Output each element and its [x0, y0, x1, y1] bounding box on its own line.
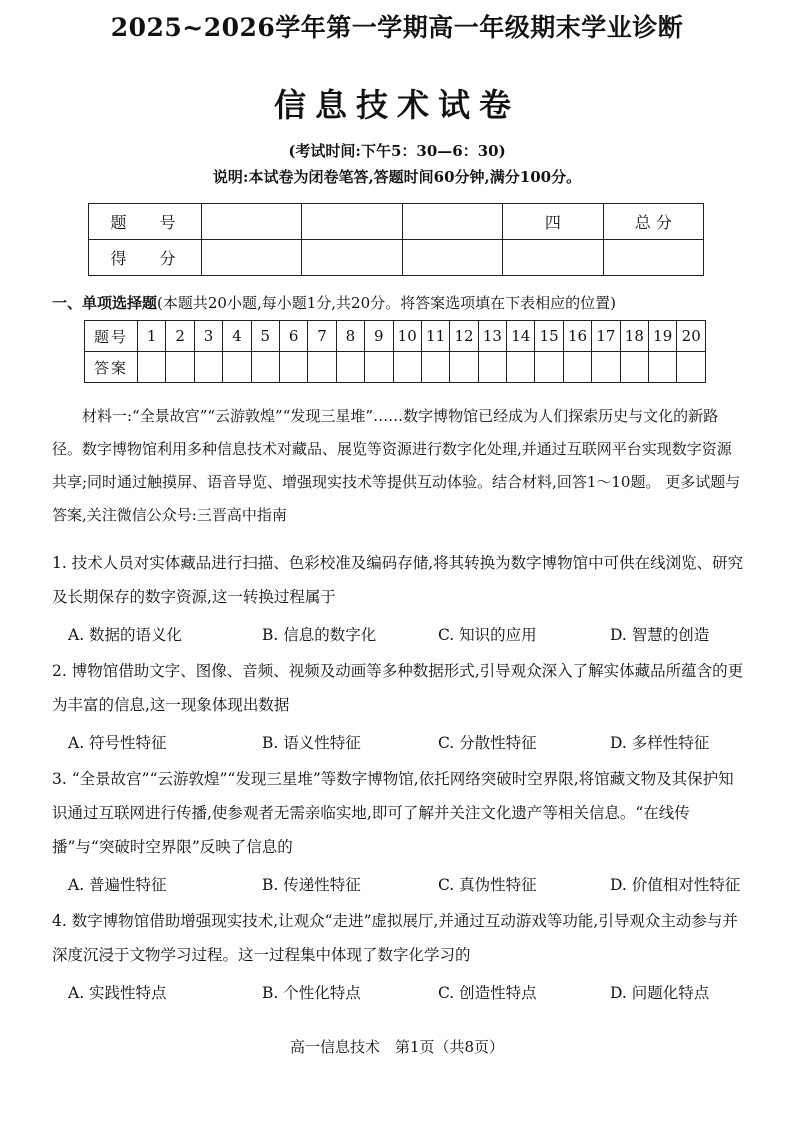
option-c: C. 真伪性特征	[438, 876, 537, 894]
question-number-cell: 17	[592, 321, 620, 352]
material-extra-note: 更多试题与答案,关注微信公众号:三晋高中指南	[52, 473, 741, 524]
option-c: C. 知识的应用	[438, 626, 537, 644]
score-table-column	[302, 204, 402, 240]
answer-cell	[620, 352, 648, 383]
score-cell	[503, 240, 603, 276]
score-table-column	[202, 204, 302, 240]
answer-cell	[308, 352, 336, 383]
material-passage	[52, 400, 742, 532]
question-number-cell: 4	[223, 321, 251, 352]
answer-table-row-label: 题号	[85, 321, 138, 352]
score-table-column: 总 分	[603, 204, 703, 240]
section-heading-title: 一、单项选择题	[52, 294, 158, 312]
page-footer: 高一信息技术 第1页（共8页）	[289, 1038, 505, 1056]
section-heading-multiple-choice	[52, 292, 616, 313]
score-table	[88, 203, 704, 276]
answer-cell	[138, 352, 166, 383]
question-options	[68, 726, 748, 760]
option-a: A. 数据的语义化	[68, 626, 183, 644]
exam-title: 2025~2026学年第一学期高一年级期末学业诊断	[110, 13, 684, 42]
option-a: A. 符号性特征	[68, 734, 167, 752]
question-number-cell: 7	[308, 321, 336, 352]
answer-cell	[592, 352, 620, 383]
section-heading-instructions: (本题共20小题,每小题1分,共20分。将答案选项填在下表相应的位置)	[157, 294, 616, 312]
answer-cell	[450, 352, 478, 383]
score-table-row-label: 得 分	[89, 240, 202, 276]
question-number-cell: 9	[365, 321, 393, 352]
option-d: D. 智慧的创造	[610, 626, 710, 644]
question-number-cell: 1	[138, 321, 166, 352]
score-cell	[302, 240, 402, 276]
option-b: B. 信息的数字化	[262, 626, 377, 644]
question-number-cell: 6	[279, 321, 307, 352]
option-c: C. 分散性特征	[438, 734, 537, 752]
question-number-cell: 2	[166, 321, 194, 352]
answer-cell	[649, 352, 677, 383]
option-c: C. 创造性特点	[438, 984, 537, 1002]
question-number-cell: 11	[421, 321, 449, 352]
question-number-cell: 15	[535, 321, 563, 352]
question-stem: 4. 数字博物馆借助增强现实技术,让观众“走进”虚拟展厅,并通过互动游戏等功能,引导观众主动参与并深度沉浸于文物学习过程。这一过程集中体现了数字化学习的	[52, 912, 738, 964]
score-table-header-row	[89, 204, 704, 240]
question-options	[68, 976, 748, 1010]
answer-cell	[507, 352, 535, 383]
answer-table-row-label: 答案	[85, 352, 138, 383]
score-table-row-label: 题 号	[89, 204, 202, 240]
score-table-column	[402, 204, 502, 240]
question-number-cell: 13	[478, 321, 506, 352]
answer-table	[84, 320, 706, 383]
answer-cell	[223, 352, 251, 383]
answer-cell	[677, 352, 706, 383]
question-number-cell: 16	[563, 321, 591, 352]
question-stem: 2. 博物馆借助文字、图像、音频、视频及动画等多种数据形式,引导观众深入了解实体藏品所蕴含的更为丰富的信息,这一现象体现出数据	[52, 662, 744, 714]
score-cell	[202, 240, 302, 276]
question-number-cell: 5	[251, 321, 279, 352]
score-table-score-row	[89, 240, 704, 276]
answer-cell	[393, 352, 421, 383]
score-table-column: 四	[503, 204, 603, 240]
option-d: D. 多样性特征	[610, 734, 710, 752]
question-stem: 3. “全景故宫”“云游敦煌”“发现三星堆”等数字博物馆,依托网络突破时空界限,将馆藏文物及其保护知识通过互联网进行传播,使参观者无需亲临实地,即可了解并关注文化遗产等相关信息。“在线传播”与“突破时空界限”反映了信息的	[52, 770, 734, 856]
option-d: D. 价值相对性特征	[610, 876, 741, 894]
question-number-cell: 8	[336, 321, 364, 352]
answer-cell	[535, 352, 563, 383]
answer-cell	[194, 352, 222, 383]
question-options	[68, 618, 748, 652]
question-number-cell: 3	[194, 321, 222, 352]
subject-title: 信息技术试卷	[273, 86, 520, 124]
option-b: B. 语义性特征	[262, 734, 361, 752]
score-cell	[603, 240, 703, 276]
score-cell	[402, 240, 502, 276]
question-number-cell: 19	[649, 321, 677, 352]
answer-cell	[279, 352, 307, 383]
option-a: A. 实践性特点	[68, 984, 167, 1002]
answer-table-number-row	[85, 321, 706, 352]
question-number-cell: 10	[393, 321, 421, 352]
option-a: A. 普遍性特征	[68, 876, 167, 894]
question-options	[68, 868, 748, 902]
question-number-cell: 20	[677, 321, 706, 352]
question-number-cell: 14	[507, 321, 535, 352]
answer-table-answer-row	[85, 352, 706, 383]
exam-note: 说明:本试卷为闭卷笔答,答题时间60分钟,满分100分。	[212, 168, 582, 186]
option-d: D. 问题化特点	[610, 984, 710, 1002]
answer-cell	[166, 352, 194, 383]
answer-cell	[478, 352, 506, 383]
exam-time: (考试时间:下午5：30—6：30)	[288, 142, 506, 160]
answer-cell	[365, 352, 393, 383]
question-stem: 1. 技术人员对实体藏品进行扫描、色彩校准及编码存储,将其转换为数字博物馆中可供在线浏览、研究及长期保存的数字资源,这一转换过程属于	[52, 554, 744, 606]
answer-cell	[251, 352, 279, 383]
option-b: B. 个性化特点	[262, 984, 361, 1002]
option-b: B. 传递性特征	[262, 876, 361, 894]
question-number-cell: 12	[450, 321, 478, 352]
answer-cell	[563, 352, 591, 383]
question-number-cell: 18	[620, 321, 648, 352]
answer-cell	[421, 352, 449, 383]
answer-cell	[336, 352, 364, 383]
material-text: 材料一:“全景故宫”“云游敦煌”“发现三星堆”……数字博物馆已经成为人们探索历史与文化的新路径。数字博物馆利用多种信息技术对藏品、展览等资源进行数字化处理,并通过互联网平台实现数字资源共享;同时通过触摸屏、语音导览、增强现实技术等提供互动体验。结合材料,回答1～10题。	[52, 407, 732, 491]
